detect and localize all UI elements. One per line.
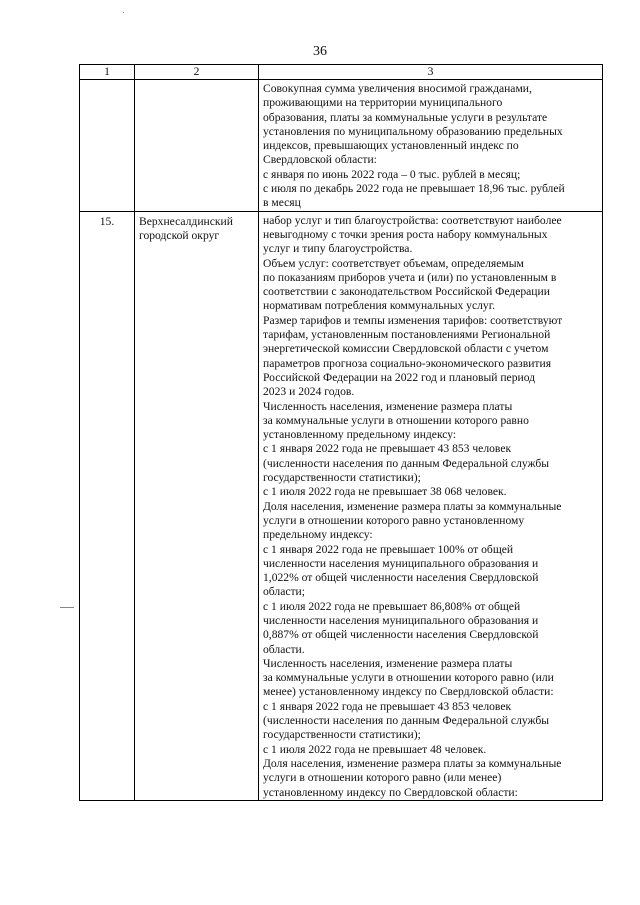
row-number-cell: 15. — [80, 211, 135, 800]
text-line: с 1 января 2022 года не превышает 43 853 человек — [263, 699, 512, 713]
text-line: образования, платы за коммунальные услуги в результате — [263, 110, 548, 124]
text-line: численности населения муниципального образования и — [263, 613, 539, 627]
text-line: 2023 и 2024 годов. — [263, 385, 355, 399]
table-header-row — [80, 65, 603, 80]
text-line: (численности населения по данным Федеральной службы — [263, 456, 550, 470]
text-line: (численности населения по данным Федеральной службы — [263, 714, 550, 728]
text-line: городской округ — [139, 228, 220, 242]
text-line: предельному индексу: — [263, 528, 373, 542]
text-line: установленному индексу по Свердловской области: — [263, 785, 518, 799]
text-line: по показаниям приборов учета и (или) по установленным в — [263, 270, 557, 284]
text-line: услуг и типу благоустройства. — [263, 242, 413, 256]
text-line: услуги в отношении которого равно установленному — [263, 513, 525, 527]
text-line: 1,022% от общей численности населения Свердловской — [263, 571, 539, 585]
text-line: с 1 января 2022 года не превышает 43 853 человек — [263, 442, 512, 456]
column-header-2: 2 — [135, 65, 259, 80]
municipality-name-cell — [135, 211, 259, 800]
text-line: с 1 июля 2022 года не превышает 86,808% от общей — [263, 599, 521, 613]
text-line: менее) установленному индексу по Свердловской области: — [263, 685, 554, 699]
text-line: соответствии с законодательством Российской Федерации — [263, 285, 550, 299]
text-line: Численность населения, изменение размера платы — [263, 399, 513, 413]
text-line: государственности статистики); — [263, 728, 421, 742]
text-line: в месяц — [263, 196, 301, 210]
description-lines — [263, 214, 598, 800]
text-line: области. — [263, 642, 305, 656]
text-line: с июля по декабрь 2022 года не превышает 18,96 тыс. рублей — [263, 182, 565, 196]
text-line: энергетической комиссии Свердловской области с учетом — [263, 342, 549, 356]
text-line: нормативам потребления коммунальных услуг. — [263, 299, 496, 313]
text-line: Объем услуг: соответствует объемам, определяемым — [263, 256, 524, 270]
text-line: невыгодному с точки зрения роста набору коммунальных — [263, 227, 548, 241]
text-line: набор услуг и тип благоустройства: соответствуют наиболее — [263, 213, 562, 227]
scan-dot — [123, 12, 124, 13]
text-line: установления по муниципальному образованию предельных — [263, 124, 563, 138]
municipality-name-cell — [135, 80, 259, 212]
column-header-1: 1 — [80, 65, 135, 80]
text-line: Численность населения, изменение размера платы — [263, 656, 513, 670]
text-line: 0,887% от общей численности населения Свердловской — [263, 628, 539, 642]
description-cell — [259, 211, 603, 800]
text-line: численности населения муниципального образования и — [263, 556, 539, 570]
text-line: Российской Федерации на 2022 год и плановый период — [263, 370, 536, 384]
text-line: Размер тарифов и темпы изменения тарифов: соответствуют — [263, 313, 563, 327]
description-lines — [263, 82, 598, 211]
text-line: Верхнесалдинский — [139, 214, 233, 228]
text-line: услуги в отношении которого равно (или менее) — [263, 771, 502, 785]
text-line: Доля населения, изменение размера платы за коммунальные — [263, 499, 562, 513]
text-line: области; — [263, 585, 305, 599]
margin-mark — [60, 607, 74, 608]
description-cell — [259, 80, 603, 212]
text-line: с 1 июля 2022 года не превышает 48 человек. — [263, 742, 487, 756]
text-line: с 1 января 2022 года не превышает 100% от общей — [263, 542, 514, 556]
text-line: с января по июнь 2022 года – 0 тыс. рублей в месяц; — [263, 167, 521, 181]
text-line: тарифам, установленным постановлениями Региональной — [263, 328, 551, 342]
text-line: индексов, превышающих установленный индекс по — [263, 139, 519, 153]
column-header-3: 3 — [259, 65, 603, 80]
row-number-cell — [80, 80, 135, 212]
text-line: Свердловской области: — [263, 153, 377, 167]
document-table — [79, 64, 603, 801]
text-line: с 1 июля 2022 года не превышает 38 068 человек. — [263, 485, 507, 499]
text-line: государственности статистики); — [263, 471, 421, 485]
table-row-continuation — [80, 80, 603, 212]
text-line: проживающими на территории муниципального — [263, 96, 503, 110]
text-line: за коммунальные услуги в отношении которого равно — [263, 413, 529, 427]
text-line: Совокупная сумма увеличения вносимой гражданами, — [263, 82, 532, 95]
text-line: Доля населения, изменение размера платы за коммунальные — [263, 756, 562, 770]
text-line: за коммунальные услуги в отношении которого равно (или — [263, 671, 554, 685]
municipality-name-lines — [139, 215, 254, 244]
page-number: 36 — [313, 44, 327, 59]
table-row-15 — [80, 211, 603, 800]
text-line: параметров прогноза социально-экономического развития — [263, 356, 552, 370]
text-line: установленному предельному индексу: — [263, 428, 457, 442]
